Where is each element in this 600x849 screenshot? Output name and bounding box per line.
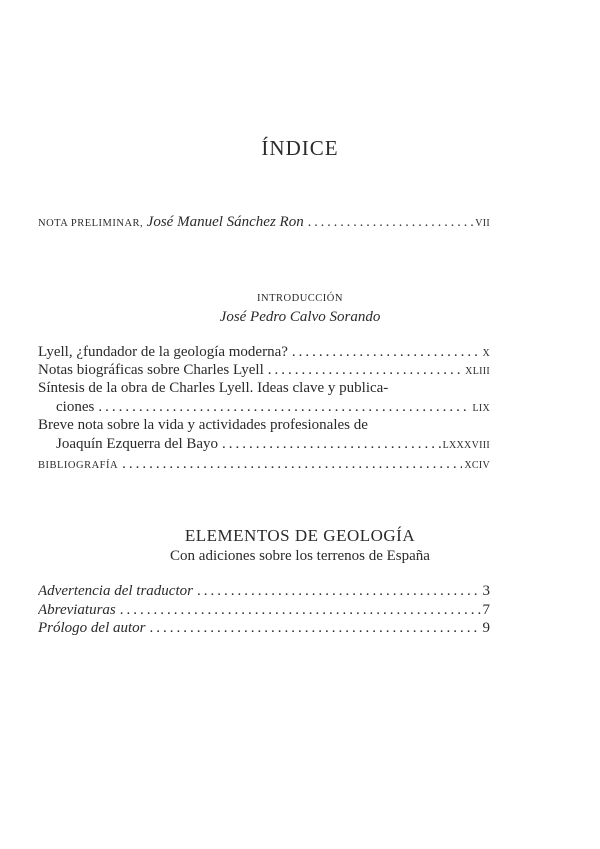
entry-label: Abreviaturas (38, 602, 116, 618)
entry-label: Prólogo del autor (38, 620, 146, 636)
entry-label: ciones (56, 399, 95, 415)
entry-label: Joaquín Ezquerra del Bayo (56, 436, 219, 452)
toc-entry (38, 602, 490, 619)
dot-leader (308, 215, 473, 231)
entry-label-line1: Síntesis de la obra de Charles Lyell. Ideas clave y publica- (38, 380, 389, 396)
entry-label: Notas biográficas sobre Charles Lyell (38, 362, 264, 378)
section-heading-elementos: ELEMENTOS DE GEOLOGÍA (184, 526, 416, 545)
toc-entry (56, 399, 490, 416)
dot-leader (122, 456, 462, 473)
toc-entry (38, 620, 490, 637)
entry-page: 3 (482, 583, 490, 599)
entry-label: Advertencia del traductor (38, 583, 193, 599)
entry-page: XCIV (464, 460, 490, 471)
page-title: ÍNDICE (261, 136, 339, 160)
section-heading-introduccion: INTRODUCCIÓN (257, 293, 343, 304)
dot-leader (268, 362, 463, 379)
toc-entry (38, 362, 490, 379)
entry-label: NOTA PRELIMINAR, (38, 218, 144, 229)
dot-leader (292, 344, 481, 361)
toc-entry (38, 583, 490, 600)
entry-page: VII (475, 218, 490, 229)
section-subtitle: Con adiciones sobre los terrenos de España (170, 548, 430, 564)
toc-entry-preliminar (38, 214, 490, 231)
toc-entry (56, 436, 490, 453)
entry-label-line1: Breve nota sobre la vida y actividades profesionales de (38, 417, 368, 433)
entry-page: XLIII (465, 366, 490, 377)
entry-author: José Manuel Sánchez Ron (146, 214, 304, 230)
entry-label: Lyell, ¿fundador de la geología moderna? (38, 344, 288, 360)
toc-entry-bibliografia (38, 456, 490, 473)
dot-leader (222, 436, 441, 453)
dot-leader (197, 583, 481, 600)
entry-label: BIBLIOGRAFÍA (38, 460, 119, 471)
toc-entry (38, 344, 490, 361)
entry-page: 9 (482, 620, 490, 636)
dot-leader (98, 399, 470, 416)
dot-leader (150, 620, 481, 637)
entry-page: LIX (472, 403, 490, 414)
entry-page: 7 (482, 602, 490, 618)
entry-page: X (482, 348, 490, 359)
dot-leader (120, 602, 481, 619)
section-author: José Pedro Calvo Sorando (219, 309, 381, 325)
entry-page: LXXXVIII (442, 440, 490, 451)
